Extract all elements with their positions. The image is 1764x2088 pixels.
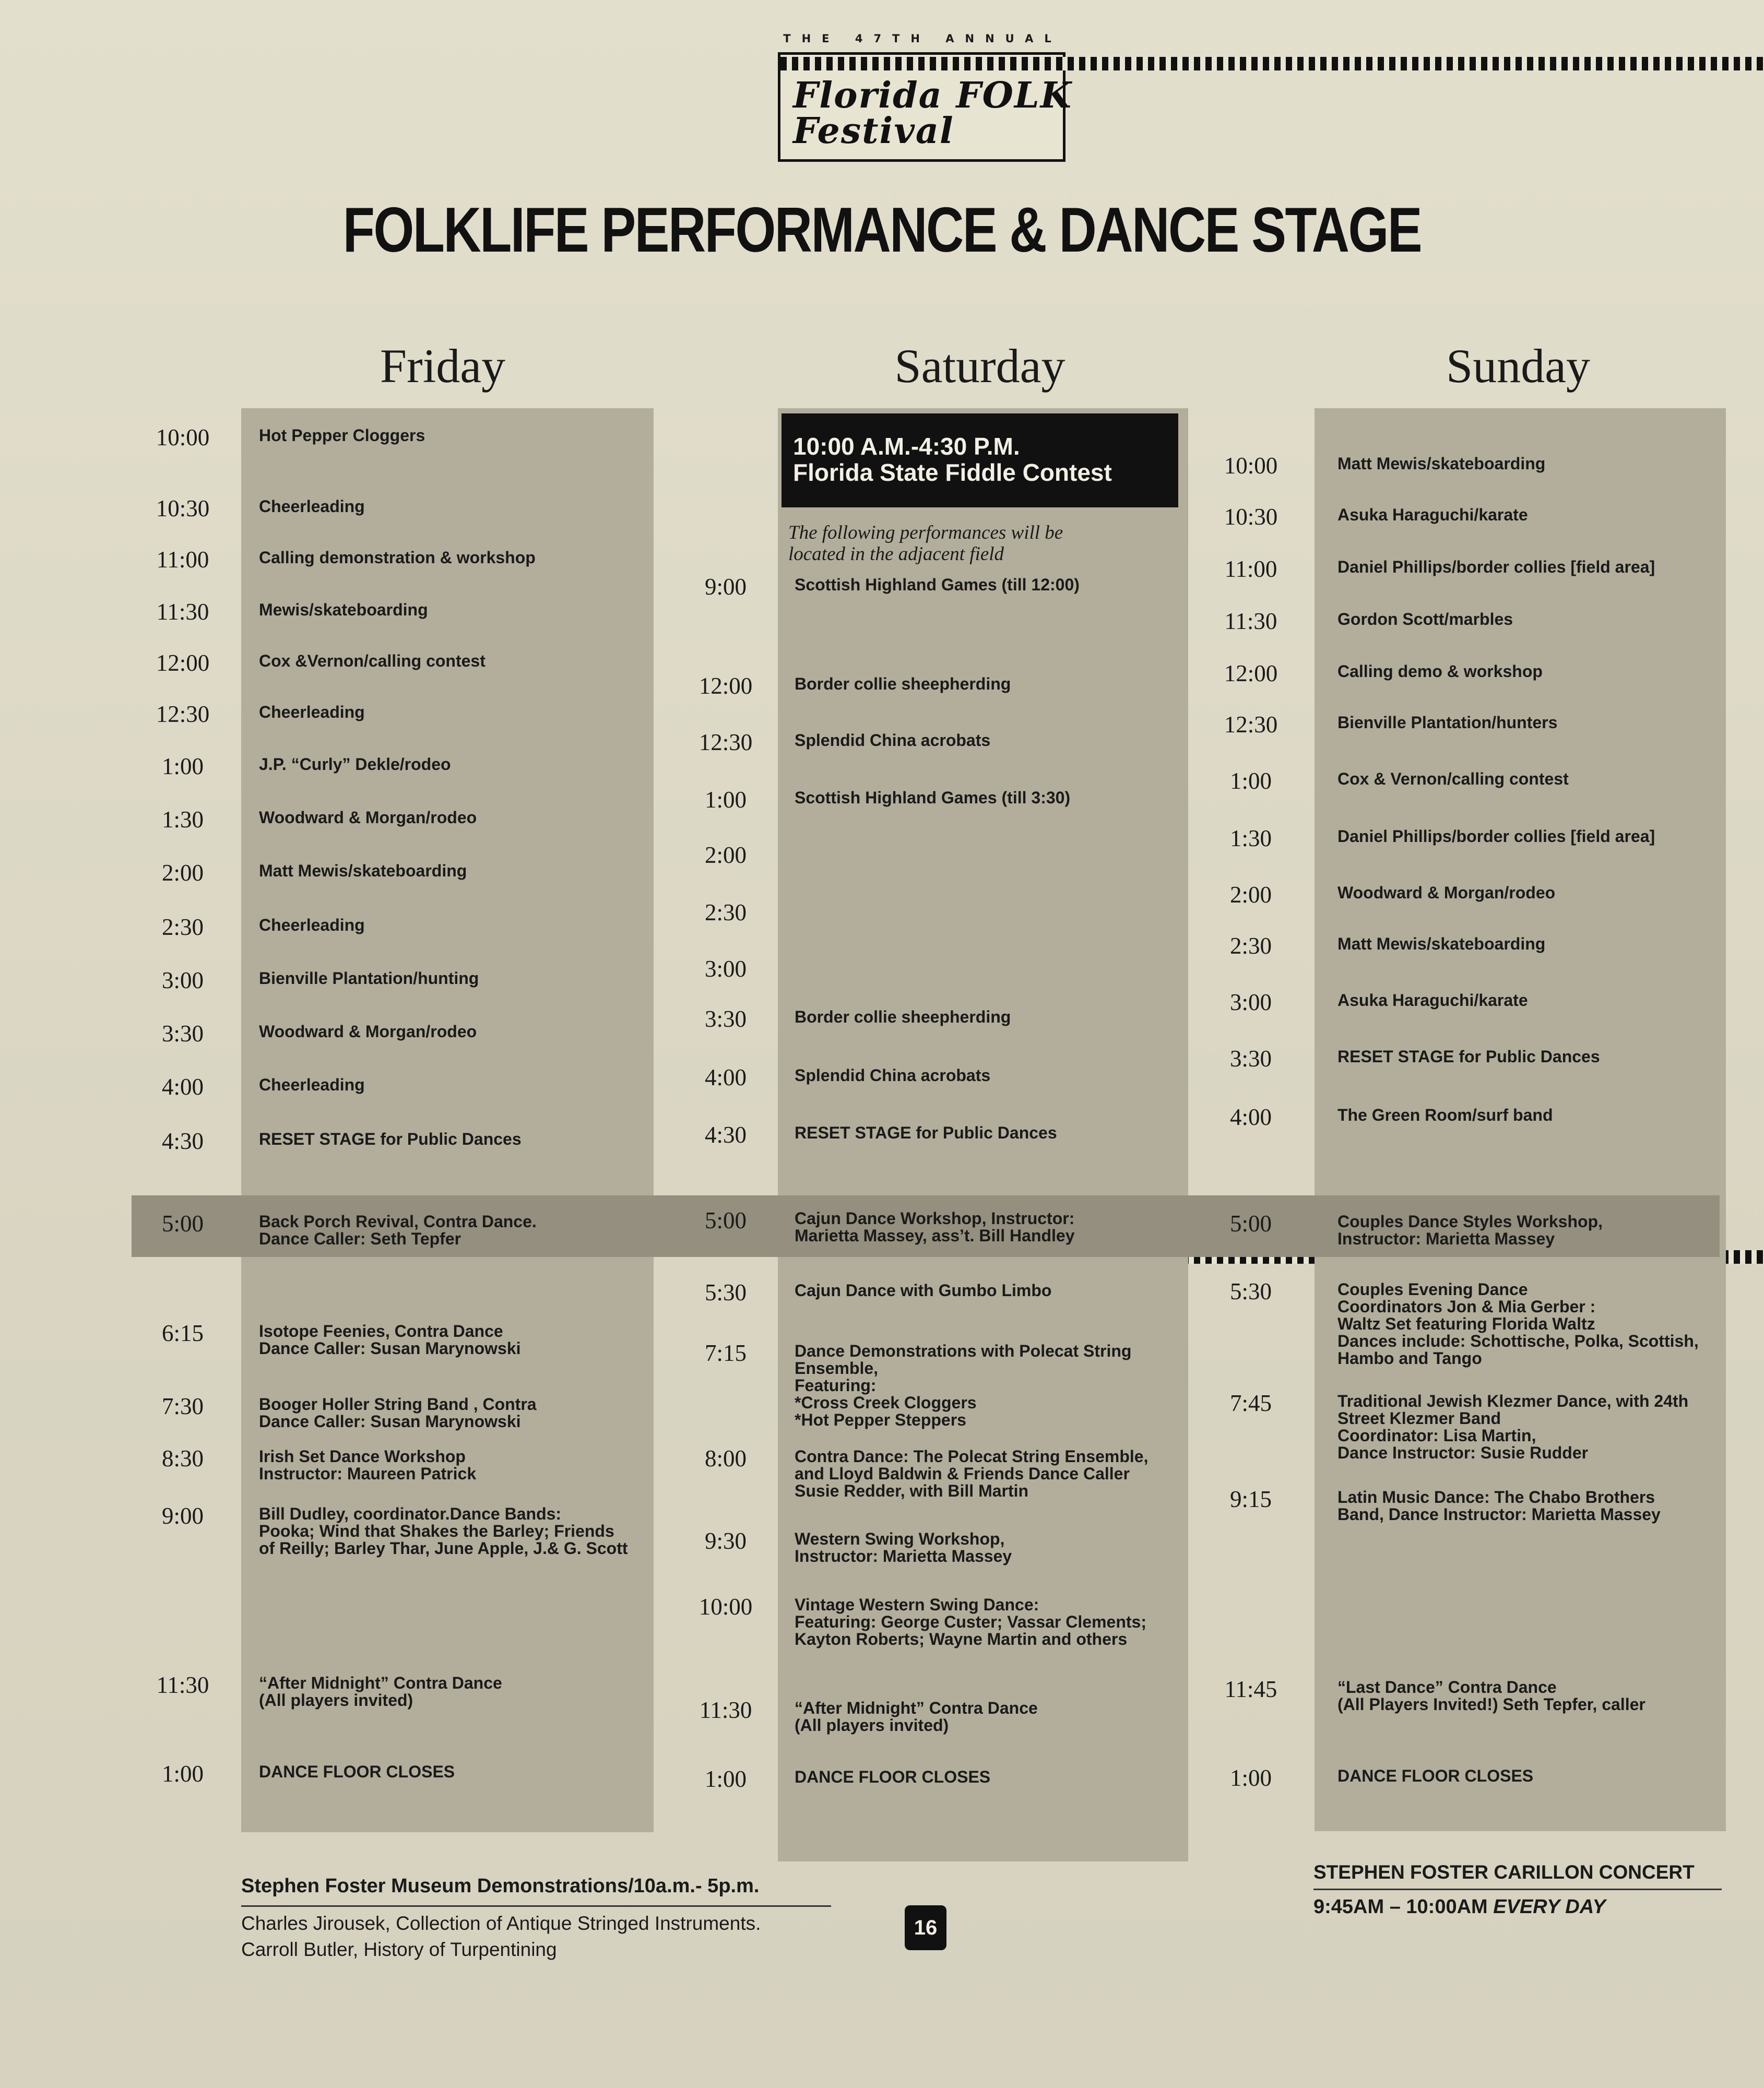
museum-rule — [241, 1905, 831, 1907]
sunday-event-0: Matt Mewis/skateboarding — [1337, 454, 1546, 473]
sunday-time-13: 5:00 — [1229, 1211, 1272, 1237]
friday-column-bg — [241, 408, 654, 1832]
sunday-event-5: Bienville Plantation/hunters — [1337, 713, 1558, 732]
logo-annual-text: THE 47TH ANNUAL — [783, 32, 1062, 45]
sunday-event-1: Asuka Haraguchi/karate — [1337, 505, 1528, 524]
logo-line2: Festival — [793, 110, 954, 152]
friday-heading: Friday — [380, 339, 506, 393]
sunday-time-5: 12:30 — [1224, 711, 1278, 738]
sunday-time-1: 10:30 — [1224, 504, 1278, 530]
friday-event-20: DANCE FLOOR CLOSES — [259, 1762, 455, 1781]
sunday-event-3: Gordon Scott/marbles — [1337, 610, 1513, 628]
saturday-time-10: 5:00 — [704, 1207, 747, 1233]
friday-time-13: 4:30 — [161, 1128, 204, 1154]
friday-event-7: Woodward & Morgan/rodeo — [259, 808, 477, 827]
sunday-time-17: 11:45 — [1224, 1676, 1277, 1702]
friday-time-2: 11:00 — [156, 547, 209, 573]
friday-event-10: Bienville Plantation/hunting — [259, 969, 479, 988]
friday-time-4: 12:00 — [156, 650, 210, 676]
friday-event-11: Woodward & Morgan/rodeo — [259, 1022, 477, 1041]
friday-time-18: 9:00 — [161, 1503, 204, 1529]
friday-time-8: 2:00 — [161, 860, 204, 886]
friday-event-9: Cheerleading — [259, 916, 365, 934]
sunday-time-3: 11:30 — [1224, 608, 1277, 634]
sunday-time-0: 10:00 — [1224, 453, 1278, 479]
friday-time-3: 11:30 — [156, 599, 209, 625]
friday-time-15: 6:15 — [161, 1320, 204, 1346]
page-title: FOLKLIFE PERFORMANCE & DANCE STAGE — [342, 194, 1422, 265]
sunday-time-18: 1:00 — [1229, 1765, 1272, 1791]
friday-event-0: Hot Pepper Cloggers — [259, 426, 425, 445]
saturday-time-9: 4:30 — [704, 1122, 747, 1148]
carillon-time-range: 9:45AM – 10:00AM — [1313, 1896, 1488, 1918]
fiddle-contest-title: Florida State Fiddle Contest — [793, 459, 1112, 486]
saturday-time-15: 10:00 — [699, 1594, 753, 1620]
friday-event-18: Bill Dudley, coordinator.Dance Bands: Pooka; Wind that Shakes the Barley; Friends of Reilly; Barley Thar, June Apple, J.& G. Scott — [259, 1504, 628, 1558]
sunday-event-12: The Green Room/surf band — [1337, 1106, 1553, 1124]
friday-time-19: 11:30 — [156, 1672, 209, 1698]
friday-event-12: Cheerleading — [259, 1075, 365, 1094]
saturday-time-14: 9:30 — [704, 1528, 747, 1554]
saturday-time-0: 9:00 — [704, 574, 747, 600]
friday-event-14: Back Porch Revival, Contra Dance. Dance Caller: Seth Tepfer — [259, 1212, 537, 1248]
sunday-time-9: 2:30 — [1229, 933, 1272, 959]
saturday-event-1: Border collie sheepherding — [795, 674, 1011, 693]
saturday-time-4: 2:00 — [704, 842, 747, 868]
saturday-event-10: Cajun Dance Workshop, Instructor: Marietta Massey, ass’t. Bill Handley — [795, 1209, 1075, 1245]
saturday-time-11: 5:30 — [704, 1279, 747, 1306]
friday-time-9: 2:30 — [161, 914, 204, 940]
saturday-time-5: 2:30 — [704, 899, 747, 926]
sunday-event-4: Calling demo & workshop — [1337, 662, 1543, 681]
friday-event-15: Isotope Feenies, Contra Dance Dance Caller: Susan Marynowski — [259, 1322, 521, 1358]
saturday-time-1: 12:00 — [699, 673, 753, 699]
friday-event-19: “After Midnight” Contra Dance (All players invited) — [259, 1674, 502, 1710]
sunday-time-10: 3:00 — [1229, 989, 1272, 1015]
saturday-time-17: 1:00 — [704, 1766, 747, 1792]
friday-time-11: 3:30 — [161, 1021, 204, 1047]
friday-event-13: RESET STAGE for Public Dances — [259, 1130, 522, 1148]
friday-event-17: Irish Set Dance Workshop Instructor: Maureen Patrick — [259, 1447, 477, 1483]
saturday-event-12: Dance Demonstrations with Polecat String Ensemble, Featuring: *Cross Creek Cloggers *Hot Pepper Steppers — [795, 1342, 1132, 1429]
friday-time-1: 10:30 — [156, 495, 210, 521]
sunday-time-16: 9:15 — [1229, 1486, 1272, 1512]
friday-event-8: Matt Mewis/skateboarding — [259, 861, 467, 880]
saturday-time-7: 3:30 — [704, 1006, 747, 1032]
friday-time-5: 12:30 — [156, 701, 210, 727]
museum-line-2: Carroll Butler, History of Turpentining — [241, 1939, 557, 1960]
logo-pattern-top — [780, 57, 1764, 70]
museum-title: Stephen Foster Museum Demonstrations/10a.m.- 5p.m. — [241, 1875, 760, 1897]
saturday-time-6: 3:00 — [704, 956, 747, 982]
saturday-time-13: 8:00 — [704, 1445, 747, 1472]
sunday-event-14: Couples Evening Dance Coordinators Jon & Mia Gerber : Waltz Set featuring Florida Waltz Dances include: Schottische, Polka, Scottish, Hambo and Tango — [1337, 1280, 1699, 1368]
fiddle-contest-time: 10:00 A.M.-4:30 P.M. — [793, 433, 1020, 460]
sunday-event-15: Traditional Jewish Klezmer Dance, with 24th Street Klezmer Band Coordinator: Lisa Martin, Dance Instructor: Susie Rudder — [1337, 1392, 1689, 1462]
saturday-time-3: 1:00 — [704, 787, 747, 813]
sunday-event-10: Asuka Haraguchi/karate — [1337, 991, 1528, 1010]
sunday-time-12: 4:00 — [1229, 1104, 1272, 1130]
sunday-event-6: Cox & Vernon/calling contest — [1337, 769, 1569, 788]
sunday-event-11: RESET STAGE for Public Dances — [1337, 1047, 1600, 1066]
page-number: 16 — [905, 1905, 946, 1950]
saturday-time-2: 12:30 — [699, 729, 753, 755]
friday-time-17: 8:30 — [161, 1445, 204, 1472]
sunday-time-4: 12:00 — [1224, 660, 1278, 686]
friday-time-14: 5:00 — [161, 1211, 204, 1237]
saturday-event-14: Western Swing Workshop, Instructor: Marietta Massey — [795, 1529, 1012, 1565]
saturday-event-17: DANCE FLOOR CLOSES — [795, 1767, 991, 1786]
sunday-time-15: 7:45 — [1229, 1390, 1272, 1416]
friday-time-7: 1:30 — [161, 806, 204, 833]
saturday-event-9: RESET STAGE for Public Dances — [795, 1123, 1057, 1142]
friday-time-12: 4:00 — [161, 1074, 204, 1100]
friday-event-4: Cox &Vernon/calling contest — [259, 651, 486, 670]
saturday-time-12: 7:15 — [704, 1340, 747, 1366]
carillon-rule — [1313, 1889, 1722, 1890]
sunday-event-13: Couples Dance Styles Workshop, Instructor: Marietta Massey — [1337, 1212, 1603, 1248]
field-note: The following performances will be located in the adjacent field — [788, 522, 1063, 565]
sunday-event-8: Woodward & Morgan/rodeo — [1337, 883, 1556, 902]
saturday-time-16: 11:30 — [699, 1697, 752, 1723]
saturday-event-16: “After Midnight” Contra Dance (All players invited) — [795, 1699, 1038, 1735]
friday-time-16: 7:30 — [161, 1393, 204, 1419]
saturday-event-7: Border collie sheepherding — [795, 1007, 1011, 1026]
friday-event-1: Cheerleading — [259, 497, 365, 516]
sunday-event-2: Daniel Phillips/border collies [field area] — [1337, 557, 1655, 576]
saturday-event-11: Cajun Dance with Gumbo Limbo — [795, 1281, 1052, 1300]
sunday-event-16: Latin Music Dance: The Chabo Brothers Band, Dance Instructor: Marietta Massey — [1337, 1488, 1661, 1524]
friday-time-10: 3:00 — [161, 967, 204, 993]
saturday-event-15: Vintage Western Swing Dance: Featuring: George Custer; Vassar Clements; Kayton Roberts; Wayne Martin and others — [795, 1595, 1146, 1648]
logo-box — [778, 52, 1072, 162]
friday-event-3: Mewis/skateboarding — [259, 600, 428, 619]
sunday-time-2: 11:00 — [1224, 556, 1277, 582]
saturday-event-8: Splendid China acrobats — [795, 1066, 991, 1085]
sunday-time-7: 1:30 — [1229, 825, 1272, 851]
saturday-event-2: Splendid China acrobats — [795, 731, 991, 750]
friday-time-0: 10:00 — [156, 424, 210, 450]
sunday-time-6: 1:00 — [1229, 768, 1272, 794]
carillon-time — [1313, 1896, 1606, 1918]
friday-event-16: Booger Holler String Band , Contra Dance Caller: Susan Marynowski — [259, 1395, 537, 1431]
saturday-event-3: Scottish Highland Games (till 3:30) — [795, 788, 1071, 807]
fiddle-contest-banner — [782, 413, 1178, 507]
sunday-event-18: DANCE FLOOR CLOSES — [1337, 1766, 1534, 1785]
friday-time-20: 1:00 — [161, 1761, 204, 1787]
sunday-event-9: Matt Mewis/skateboarding — [1337, 934, 1546, 953]
carillon-every-day: EVERY DAY — [1493, 1896, 1606, 1918]
sunday-event-17: “Last Dance” Contra Dance (All Players Invited!) Seth Tepfer, caller — [1337, 1678, 1645, 1714]
sunday-time-11: 3:30 — [1229, 1046, 1272, 1072]
museum-line-1: Charles Jirousek, Collection of Antique Stringed Instruments. — [241, 1913, 761, 1934]
saturday-event-0: Scottish Highland Games (till 12:00) — [795, 575, 1080, 594]
saturday-event-13: Contra Dance: The Polecat String Ensemble, and Lloyd Baldwin & Friends Dance Caller Susie Redder, with Bill Martin — [795, 1447, 1149, 1500]
carillon-title: STEPHEN FOSTER CARILLON CONCERT — [1313, 1861, 1695, 1883]
friday-event-2: Calling demonstration & workshop — [259, 548, 536, 567]
logo-line1: Florida FOLK — [793, 75, 1072, 116]
sunday-heading: Sunday — [1446, 339, 1590, 393]
friday-event-6: J.P. “Curly” Dekle/rodeo — [259, 755, 451, 774]
sunday-time-14: 5:30 — [1229, 1278, 1272, 1304]
friday-time-6: 1:00 — [161, 753, 204, 779]
sunday-event-7: Daniel Phillips/border collies [field area] — [1337, 827, 1655, 846]
saturday-heading: Saturday — [894, 339, 1065, 393]
sunday-time-8: 2:00 — [1229, 882, 1272, 908]
friday-event-5: Cheerleading — [259, 703, 365, 721]
festival-logo — [778, 32, 1072, 166]
saturday-time-8: 4:00 — [704, 1064, 747, 1090]
